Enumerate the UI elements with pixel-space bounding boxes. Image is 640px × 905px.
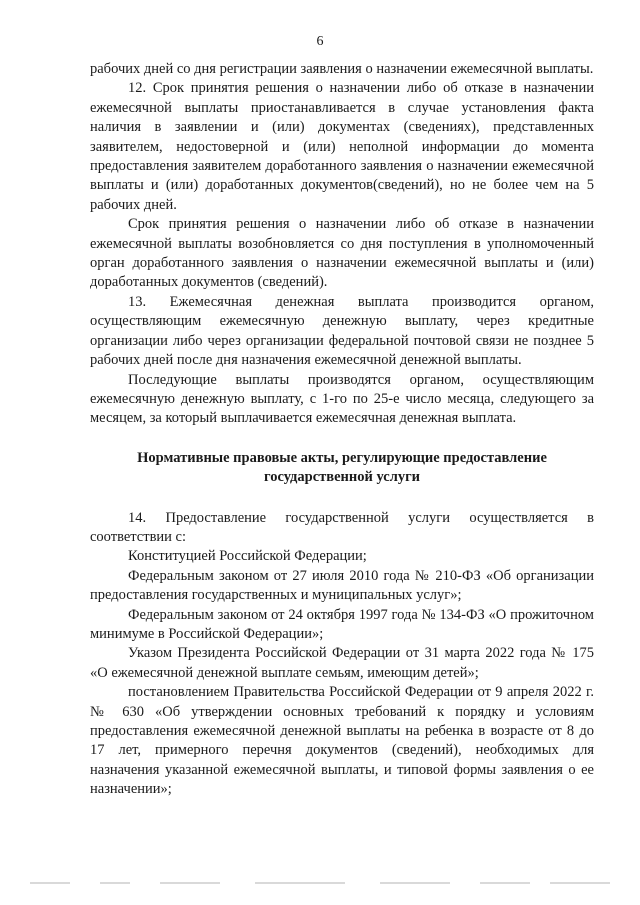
legal-act-constitution: Конституцией Российской Федерации; (128, 548, 367, 565)
document-body (90, 60, 594, 800)
legal-act-decree-175: Указом Президента Российской Федерации от 31 марта 2022 года № 175 «О ежемесячной денежной выплате семьям, имеющим детей»; (90, 645, 594, 681)
legal-act-210-fz: Федеральным законом от 27 июля 2010 года № 210-ФЗ «Об организации предоставления государственных и муниципальных услуг»; (90, 567, 594, 604)
legal-act-resolution-630: постановлением Правительства Российской Федерации от 9 апреля 2022 г. № 630 «Об утверждении основных требований к порядку и условиям предоставления ежемесячной денежной выплаты на ребенка в возрасте от 8 до 17 лет, примерного перечня документов (сведений), необходимых для назначения указанной ежемесячной выплаты, и типовой формы заявления о ее назначении»; (90, 684, 594, 798)
paragraph-resume-term: Срок принятия решения о назначении либо об отказе в назначении ежемесячной выплаты возобновляется со дня поступления в уполномоченный орган доработанного заявления о назначении ежемесячной выплаты и (или) доработанных документов (сведений). (90, 216, 594, 291)
paragraph-12: 12. Срок принятия решения о назначении либо об отказе в назначении ежемесячной выплаты приостанавливается в случае установления факта наличия в заявлении и (или) документах (сведениях), представленных заявителем, недостоверной и (или) неполной информации до момента предоставления заявителем доработанного заявления о назначении ежемесячной выплаты и (или) доработанных документов(сведений), но не более чем на 5 рабочих дней. (90, 80, 594, 213)
page-number: 6 (316, 34, 324, 49)
scan-artifact-strip (30, 878, 620, 888)
paragraph-continuation: рабочих дней со дня регистрации заявления о назначении ежемесячной выплаты. (90, 61, 594, 77)
paragraph-13: 13. Ежемесячная денежная выплата производится органом, осуществляющим ежемесячную денежную выплату, через кредитные организации либо через организации федеральной почтовой связи не позднее 5 рабочих дней после дня назначения ежемесячной денежной выплаты. (90, 293, 594, 369)
legal-act-134-fz: Федеральным законом от 24 октября 1997 года № 134-ФЗ «О прожиточном минимуме в Российской Федерации»; (90, 606, 594, 642)
section-heading (90, 449, 594, 488)
paragraph-subsequent-payments: Последующие выплаты производятся органом, осуществляющим ежемесячную денежную выплату, с 1-го по 25-е число месяца, следующего за месяцем, за который выплачивается ежемесячная денежная выплата. (90, 371, 594, 427)
paragraph-14: 14. Предоставление государственной услуги осуществляется в соответствии с: (90, 509, 594, 545)
section-heading-line-1: Нормативные правовые акты, регулирующие предоставление (137, 449, 547, 466)
section-heading-line-2: государственной услуги (263, 469, 421, 486)
